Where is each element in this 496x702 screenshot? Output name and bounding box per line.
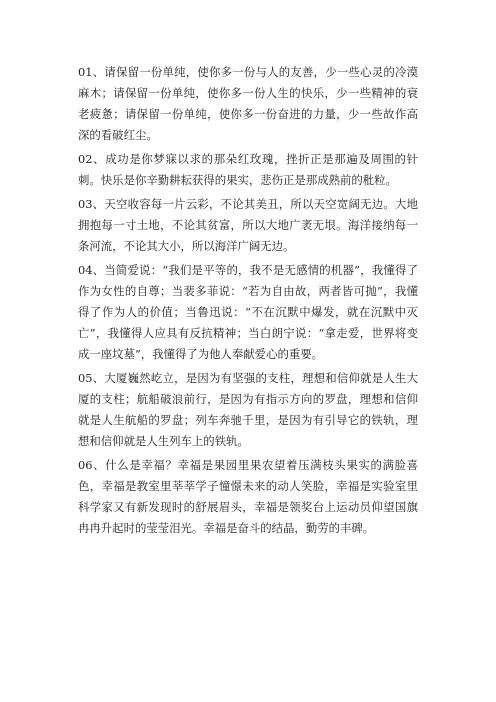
paragraph-01: 01、请保留一份单纯，使你多一份与人的友善，少一些心灵的冷漠麻木；请保留一份单纯，使你多一份人生的快乐，少一些精神的衰老疲惫；请保留一份单纯，使你多一份奋进的力量，少一些故作高深的看破红尘。 xyxy=(78,65,418,142)
document-body xyxy=(78,62,418,542)
paragraph-03: 03、天空收容每一片云彩，不论其美丑，所以天空宽阔无边。大地拥抱每一寸土地，不论其贫富，所以大地广袤无垠。海洋接纳每一条河流，不论其大小，所以海洋广阔无边。 xyxy=(78,197,418,253)
paragraph-02: 02、成功是你梦寐以求的那朵红玫瑰，挫折正是那遍及周围的针刺。快乐是你辛勤耕耘获得的果实，悲伤正是那成熟前的秕粒。 xyxy=(78,152,418,187)
paragraph-04: 04、当简爱说：“我们是平等的，我不是无感情的机器”，我懂得了作为女性的自尊；当裴多菲说：“若为自由故，两者皆可抛”，我懂得了作为人的价值；当鲁迅说：“不在沉默中爆发，就在沉默中灭亡”，我懂得人应具有反抗精神；当白朗宁说：“拿走爱，世界将变成一座坟墓”，我懂得了为他人奉献爱心的重要。 xyxy=(78,263,418,361)
paragraph-06: 06、什么是幸福？幸福是果园里果农望着压满枝头果实的满脸喜色，幸福是教室里莘莘学子憧憬未来的动人笑脸，幸福是实验室里科学家又有新发现时的舒展眉头，幸福是领奖台上运动员仰望国旗冉冉升起时的莹莹泪光。幸福是奋斗的结晶，勤劳的丰碑。 xyxy=(78,458,418,535)
paragraph-05: 05、大厦巍然屹立，是因为有坚强的支柱，理想和信仰就是人生大厦的支柱；航船破浪前行，是因为有指示方向的罗盘，理想和信仰就是人生航船的罗盘；列车奔驰千里，是因为有引导它的铁轨，理想和信仰就是人生列车上的铁轨。 xyxy=(78,371,418,448)
